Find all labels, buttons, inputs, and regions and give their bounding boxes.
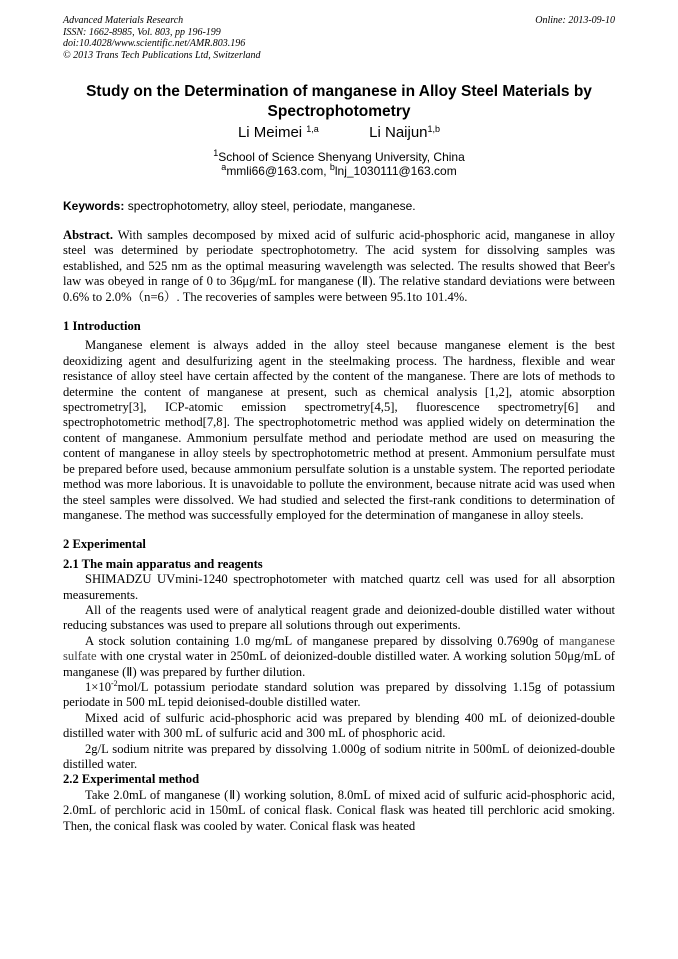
paragraph: Take 2.0mL of manganese (Ⅱ) working solution, 8.0mL of mixed acid of sulfuric acid-phosphoric acid, 2.0mL of perchloric acid in 150mL of conical flask. Conical flask was heated till perchloric acid smoking. Then, the conical flask was cooled by water. Conical flask was heated bbox=[63, 787, 615, 833]
paragraph: SHIMADZU UVmini-1240 spectrophotometer with matched quartz cell was used for all absorption measurements. bbox=[63, 572, 615, 602]
paragraph-text: 1×10 bbox=[85, 679, 111, 694]
author-marker: 1,a bbox=[306, 124, 319, 134]
abstract bbox=[63, 228, 615, 305]
author-marker: 1,b bbox=[427, 124, 441, 134]
online-date: Online: 2013-09-10 bbox=[535, 15, 615, 26]
email-b: lnj_1030111@163.com bbox=[334, 164, 457, 178]
email-marker: a bbox=[221, 162, 227, 172]
journal-header bbox=[63, 15, 261, 61]
section-heading-introduction: 1 Introduction bbox=[63, 319, 141, 334]
section-heading-experimental: 2 Experimental bbox=[63, 537, 146, 552]
keywords-text: spectrophotometry, alloy steel, periodate, manganese. bbox=[124, 199, 416, 213]
paragraph: Mixed acid of sulfuric acid-phosphoric acid was prepared by blending 400 mL of deionized-double distilled water with 300 mL of sulfuric acid and 300 mL of phosphoric acid. bbox=[63, 710, 615, 741]
paragraph-text: with one crystal water in 250mL of deionized-double distilled water. A working solution 50μg/mL of manganese (Ⅱ) was prepared by further dilution. bbox=[63, 649, 615, 679]
journal-copyright: © 2013 Trans Tech Publications Ltd, Switzerland bbox=[63, 49, 261, 61]
affiliation bbox=[63, 150, 615, 164]
author-name: Li Meimei bbox=[237, 124, 303, 141]
subsection-heading-apparatus: 2.1 The main apparatus and reagents bbox=[63, 556, 263, 571]
journal-doi: doi:10.4028/www.scientific.net/AMR.803.196 bbox=[63, 38, 246, 49]
email-marker: b bbox=[329, 162, 335, 172]
paragraph bbox=[63, 634, 615, 680]
paragraph: 2g/L sodium nitrite was prepared by dissolving 1.000g of sodium nitrite in 500mL of deionized-double distilled water. bbox=[63, 741, 615, 771]
affiliation-marker: 1 bbox=[213, 148, 219, 158]
introduction-paragraph: Manganese element is always added in the alloy steel because manganese element is the best deoxidizing agent and desulfurizing agent in the steelmaking process. The hardness, flexible and wear resistance of alloy steel have certain affected by the content of the manganese. There are lots of methods to determine the content of manganese at present, such as chemical analysis [1,2], atomic absorption spectrometry[3], ICP-atomic emission spectrometry[4,5], fluorescence spectrometry[6] and spectrophotometric method[7,8]. The spectrophotometric method was applied widely on determination the content of manganese. Ammonium persulfate method and periodate method are used on measuring the content of manganese in alloy steels by spectrophotometric method at present. Ammonium persulfate must be prepared before used, because ammonium persulfate solution is a unstable system. The reported periodate method was more laborious. It is unavoidable to pollute the environment, because nitrate acid was used when the steel samples were dissolved. We had studied and selected the first-rank conditions to determination of manganese. The method was successfully employed for the determination of manganese in alloy steels. bbox=[63, 338, 615, 522]
paragraph bbox=[63, 680, 615, 711]
paper-title: Study on the Determination of manganese in Alloy Steel Materials by Spectrophotometry bbox=[86, 83, 592, 120]
author-emails bbox=[63, 164, 615, 178]
journal-issn: ISSN: 1662-8985, Vol. 803, pp 196-199 bbox=[63, 26, 221, 38]
journal-name: Advanced Materials Research bbox=[63, 15, 184, 26]
paragraph-text: mol/L potassium periodate standard solution was prepared by dissolving 1.15g of potassium periodate in 500 mL tepid deionised-double distilled water. bbox=[63, 679, 615, 710]
subsection-heading-method: 2.2 Experimental method bbox=[63, 772, 200, 787]
keywords bbox=[63, 199, 615, 213]
keywords-label: Keywords: bbox=[63, 199, 125, 213]
abstract-text: With samples decomposed by mixed acid of sulfuric acid-phosphoric acid, manganese in alloy steel was determined by periodate spectrophotometry. The acid system for dissolving samples was established, and 525 nm as the optimal measuring wavelength was selected. The results showed that Beer's law was obeyed in range of 0 to 36μg/mL for manganese (Ⅱ). The relative standard deviations were between 0.6% to 2.0%（n=6）. The recoveries of samples were between 95.1to 101.4%. bbox=[63, 228, 615, 304]
paragraph: All of the reagents used were of analytical reagent grade and deionized-double distilled water without reducing substances was used to prepare all solutions through out experiments. bbox=[63, 602, 615, 633]
abstract-label: Abstract. bbox=[63, 228, 114, 242]
author-name: Li Naijun bbox=[369, 124, 428, 141]
exponent: -2 bbox=[111, 678, 118, 688]
paragraph-text: A stock solution containing 1.0 mg/mL of manganese prepared by dissolving 0.7690g of bbox=[85, 633, 560, 648]
manganese-sulfate-link[interactable]: manganese sulfate bbox=[63, 633, 615, 664]
paper-body bbox=[63, 228, 615, 834]
affiliation-text: School of Science Shenyang University, China bbox=[218, 150, 465, 164]
email-a: mmli66@163.com, bbox=[226, 164, 330, 178]
author-list bbox=[63, 124, 615, 142]
